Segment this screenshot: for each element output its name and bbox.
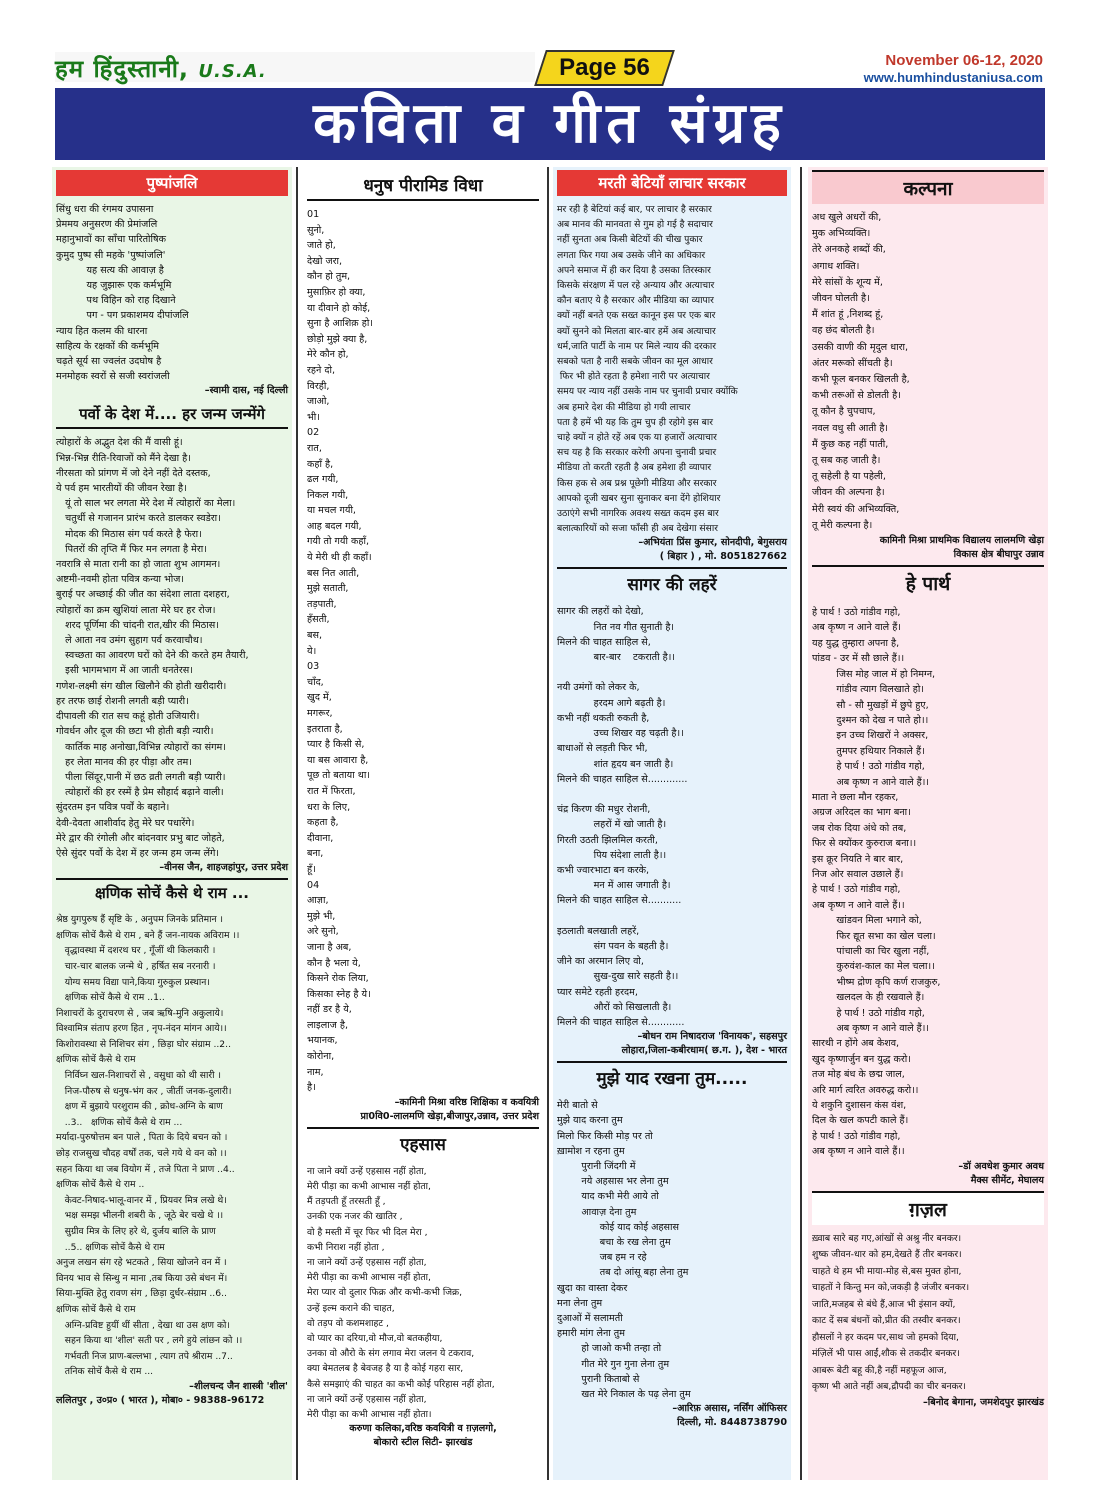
poem-credit: कामिनी मिश्रा प्राथमिक विद्यालय लालमणि खेड़ा विकास क्षेत्र बीघापुर उन्नाव	[879, 535, 1044, 561]
poem-mujhe-yaad-rakhna	[557, 1061, 787, 1430]
poem-credit: करुणा कलिका,वरिष्ठ कवयित्री व ग़ज़लगो, बोकारो स्टील सिटी- झारखंड	[349, 1423, 497, 1449]
poem-sagar-ki-lahren	[557, 567, 787, 1058]
column-2	[303, 167, 543, 1480]
brand-logo	[55, 52, 535, 82]
poem-credit: –अभियंता प्रिंस कुमार, सोनदीपी, बेगुसराय ( बिहार ) , मो. 8051827662	[638, 537, 787, 563]
column-3	[553, 167, 791, 1480]
poem-title: पुष्पांजलि	[56, 170, 288, 196]
poem-title: ग़ज़ल	[812, 1191, 1044, 1225]
poem-credit: –बिनोद बेगाना, जमशेदपुर झारखंड	[923, 1396, 1044, 1408]
page-number: Page 56	[559, 54, 650, 81]
poem-body: हे पार्थ ! उठो गांडीव गहो, अब कृष्ण न आने वाले हैं। यह युद्ध तुम्हारा अपना है, पांडव - उर में सौ छाले हैं।। जिस मोह जाल में हो निमग्न, गांडीव त्याग विलखाते हो। सौ - सौ मुखड़ों में छुपे हुए, दुश्मन को देख न पाते हो।। इन उच्च शिखरों ने अक्सर, तुमपर हथियार निकाले हैं। हे पार्थ ! उठो गांडीव गहो, अब कृष्ण न आने वाले हैं।। माता ने छला मौन रहकर, अग्रज अरिदल का भाग बना। जब रोक दिया अंधे को तब, फिर से क्योंकर कुरुराज बना।। इस क्रूर नियति ने बार बार, निज ओर सवाल उछाले हैं। हे पार्थ ! उठो गांडीव गहो, अब कृष्ण न आने वाले हैं।। खांडवन मिला भगाने को, फिर द्यूत सभा का खेल चला। पांचाली का चिर खुला नहीं, कुरुवंश-काल का मेल चला।। भीष्म द्रोण कृपि कर्ण राजकुरु, खलदल के ही रखवाले हैं। हे पार्थ ! उठो गांडीव गहो, अब कृष्ण न आने वाले हैं।। सारथी न होंगे अब केशव, खुद कृष्णार्जुन बन युद्ध करो। तज मोह बंध के छद्म जाल, अरि मार्ग त्वरित अवरुद्ध करो।। ये शकुनि दुशासन कंस वंश, दिल के खल कपटी काले हैं। हे पार्थ ! उठो गांडीव गहो, अब कृष्ण न आने वाले हैं।।	[812, 607, 941, 1158]
column-divider	[296, 167, 298, 1480]
poem-body: त्योहारों के अद्भुत देश की मैं वासी हूं। भिन्न-भिन्न रीति-रिवाजों को मैंने देखा है। नीरसता को प्रांगण में जो देने नहीं देते दस्तक, ये पर्व हम भारतीयों की जीवन रेखा है। यूं तो साल भर लगता मेरे देश में त्योहारों का मेला। चतुर्थी से गजानन प्रारंभ करते डालकर स्वडेरा। मोदक की मिठास संग पर्व करते है फेरा। पितरों की तृप्ति मैं फिर मन लगता है मेरा। नवरात्रि से माता रानी का हो जाता शुभ आगमन। अष्टमी-नवमी होता पवित्र कन्या भोज। बुराई पर अच्छाई की जीत का संदेशा लाता दशहरा, त्योहारों का क्रम खुशियां लाता मेरे घर हर रोज। शरद पूर्णिमा की चांदनी रात,खीर की मिठास। ले आता नव उमंग सुहाग पर्व करवाचौथ। स्वच्छता का आवरण घरों को देने की करते हम तैयारी, इसी भागमभाग में आ जाती धनतेरस। गणेश-लक्ष्मी संग खील खिलौने की होती खरीदारी। हर तरफ छाई रोशनी लगती बड़ी प्यारी। दीपावली की रात सच कहूं होती उजियारी। गोवर्धन और दूज की छटा भी होती बड़ी न्यारी। कार्तिक माह अनोखा,विभिन्न त्योहारों का संगम। हर लेता मानव की हर पीड़ा और तम। पीला सिंदूर,पानी में छठ व्रती लगती बड़ी प्यारी। त्योहारों की हर रस्में है प्रेम सौहार्द बढ़ाने वाली। सुंदरतम इन पवित्र पर्वों के बहाने। देवी-देवता आशीर्वाद हेतु मेरे घर पधारेंगे। मेरे द्वार की रंगोली और बांदनवार प्रभु बाट जोहते, ऐसे सुंदर पर्वो के देश में हर जन्म हम जन्म लेंगे।	[56, 437, 249, 859]
poem-ehsaas	[307, 1127, 539, 1450]
poem-he-parth	[812, 565, 1044, 1188]
poem-dhanush-pyramid	[307, 170, 539, 1124]
poem-body: मर रही है बेटियां कई बार, पर लाचार है सरकार अब मानव की मानवता से गुम हो गई है सदाचार नहीं सुनता अब किसी बेटियों की चीख पुकार लगता फिर गया अब उसके जीने का अधिकार अपने समाज में ही कर दिया है उसका तिरस्कार किसके संरक्षण में पल रहे अन्याय और अत्याचार कौन बताए ये है सरकार और मीडिया का व्यापार क्यों नहीं बनते एक सख्त कानून इस पर एक बार क्यों सुनने को मिलता बार-बार हमें अब अत्याचार धर्म,जाति पार्टी के नाम पर मिले न्याय की दरकार सबको पता है नारी सबके जीवन का मूल आधार फिर भी होते रहता है हमेशा नारी पर अत्याचार समय पर न्याय नहीं उसके नाम पर चुनावी प्रचार क्योंकि अब हमारे देश की मीडिया हो गयी लाचार पता है हमें भी यह कि तुम चुप ही रहोगे इस बार चाहे क्यों न होते रहें अब एक या हजारों अत्याचार सच यह है कि सरकार करेगी अपना चुनावी प्रचार मीडिया तो करती रहती है अब हमेशा ही व्यापार किस हक से अब प्रश्न पूछेगी मीडिया और सरकार आपको दूजी खबर सुना सुनाकर बना देंगे होशियार उठाएंगे सभी नागरिक अवश्य सख्त कदम इस बार बलात्कारियों को सजा फाँसी ही अब देखेगा संसार	[557, 204, 738, 535]
poem-title: एहसास	[307, 1127, 539, 1158]
poem-credit: –डॉ अवधेश कुमार अवध मैक्स सीमेंट, मेघालय	[958, 1160, 1044, 1186]
poem-kalpana	[812, 170, 1044, 562]
poem-title: मरती बेटियाँ लाचार सरकार	[557, 170, 787, 196]
poem-marti-betiyan	[557, 170, 787, 564]
column-divider	[800, 167, 802, 1480]
poem-title: हे पार्थ	[812, 565, 1044, 599]
masthead	[0, 0, 1095, 90]
poem-credit: –स्वामी दास, नई दिल्ली	[204, 385, 288, 397]
poem-title: मुझे याद रखना तुम.....	[557, 1061, 787, 1092]
brand-name: हम हिंदुस्तानी,	[55, 55, 190, 83]
site-url[interactable]: www.humhindustaniusa.com	[863, 70, 1043, 85]
poem-kaise-the-ram	[56, 878, 288, 1408]
poem-title: सागर की लहरें	[557, 567, 787, 598]
poem-body: सिंधु धरा की रंगमय उपासना प्रेममय अनुसरण की प्रेमांजलि महानुभावों का साँचा पारितोषिक कुमुद पुष्प सी महके 'पुष्पांजलि' यह सत्य की आवाज़ है यह जुझारू एक कर्मभूमि पथ विहिन को राह दिखाने पग - पग प्रकाशमय दीपांजलि न्याय हित कलम की धारना साहित्य के रक्षकों की कर्मभूमि चढ़ते सूर्य सा ज्वलंत उदघोष है मनमोहक स्वरों से सजी स्वरांजली	[56, 204, 189, 383]
brand-suffix: U.S.A.	[198, 61, 267, 82]
column-4	[808, 167, 1048, 1480]
poem-pushpanjali	[56, 170, 288, 398]
poem-body: सागर की लहरों को देखो, नित नव गीत सुनाती है। मिलने की चाहत साहिल से, बार-बार टकराती है।। नयी उमंगों को लेकर के, हरदम आगे बढ़ती है। कभी नहीं थकती रुकती है, उच्च शिखर वह चढ़ती है।। बाधाओं से लड़ती फिर भी, शांत हृदय बन जाती है। मिलने की चाहत साहिल से............. चंद्र किरण की मधुर रोशनी, लहरों में खो जाती है। गिरती उठती झिलमिल करती, पिय संदेशा लाती है।। कभी ज्वारभाटा बन करके, मन में आस जगाती है। मिलने की चाहत साहिल से........... इठलाती बलखाती लहरें, संग पवन के बहती है। जीने का अरमान लिए वो, सुख-दुख सारे सहती है।। प्यार समेटे रहती हरदम, औरों को सिखलाती है। मिलने की चाहत साहिल से............	[557, 606, 688, 1028]
poem-body: श्रेष्ठ युगपुरुष हैं सृष्टि के , अनुपम जिनके प्रतिमान । क्षणिक सोचें कैसे थे राम , बने हैं जन-नायक अविराम ।। वृद्धावस्था में दशरथ घर , गूँजीं थी किलकारी । चार-चार बालक जन्मे थे , हर्षित सब नरनारी । योग्य समय विद्या पाने,किया गुरुकुल प्रस्थान। क्षणिक सोचें कैसे थे राम ..1.. निशाचरों के दुराचरण से , जब ऋषि-मुनि अकुलाये। विश्वामित्र संताप हरण हित , नृप-नंदन मांगन आये।। किशोरावस्था से निशिचर संग , छिड़ा घोर संग्राम ..2.. क्षणिक सोचें कैसे थे राम निर्विघ्न खल-निशाचरों से , वसुधा को थी सारी । निज-पौरुष से धनुष-भंग कर , जीतीं जनक-दुलारी। क्षण में बुझाये परशुराम की , क्रोध-अग्नि के बाण ..3.. क्षणिक सोचें कैसे थे राम ... मर्यादा-पुरुषोत्तम बन पाले , पिता के दिये बचन को । छोड़ राजसुख चौदह वर्षों तक, चले गये थे वन को ।। सहन किया था जब वियोग में , तजे पिता ने प्राण ..4.. क्षणिक सोचें कैसे थे राम .. केवट-निषाद-भालू-वानर में , प्रियवर मित्र लखे थे। भक्ष समझ भीलनी शबरी के , जूठे बेर चखे थे ।। सुग्रीव मित्र के लिए हरे थे, दुर्जय बालि के प्राण ..5.. क्षणिक सोचें कैसे थे राम अनुज लखन संग रहे भटकते , सिया खोजने वन में । विनय भाव से सिन्धु न माना ,तब किया उसे बंधन में। सिया-मुक्ति हेतु रावण संग , छिड़ा दुर्धर-संग्राम ..6.. क्षणिक सोचें कैसे थे राम अग्नि-प्रविष्ट हुयीं थीं सीता , देखा था उस क्षण को। सहन किया था 'शील' सती पर , लगे हुये लांछन को ।। गर्भवती निज प्राण-बल्लभा , त्याग तपे श्रीराम ..7.. तनिक सोचें कैसे थे राम ...	[56, 914, 243, 1378]
poem-body: 01 सुनो, जाते हो, देखो जरा, कौन हो तुम, मुसाफ़िर हो क्या, या दीवाने हो कोई, सुना है आशिक़ हो। छोड़ो मुझे क्या है, मेरे कौन हो, रहने दो, विरही, जाओ, भी। 02 रात, कहाँ है, ढल गयी, निकल गयी, या मचल गयी, आह बदल गयी, गयी तो गयी कहाँ, ये मेरी थी ही कहाँ। बस नित आती, मुझे सताती, तड़पाती, हँसती, बस, ये। 03 चाँद, खुद में, मगरूर, इतराता है, प्यार है किसी से, या बस आवारा है, पूछ तो बताया था। रात में फिरता, धरा के लिए, कहता है, दीवाना, बना, हूँ। 04 आज्ञा, मुझे भी, अरे सुनो, जाना है अब, कौन है भला ये, किसने रोक लिया, किसका स्नेह है ये। नहीं डर है ये, लाइलाज है, भयानक, कोरोना, नाम, है।	[307, 209, 373, 1094]
poem-credit: –आरिफ़ असास, नर्सिंग ऑफिसर दिल्ली, मो. 8448738790	[672, 1403, 787, 1429]
poem-title: क्षणिक सोचें कैसे थे राम ...	[56, 878, 288, 906]
poem-credit: –शीलचन्द जैन शास्त्री 'शील'	[189, 1380, 288, 1392]
poem-credit-address: ललितपुर , उ०प्र० ( भारत ), मोबा० - 98388-96172	[56, 1394, 265, 1406]
poem-ghazal	[812, 1191, 1044, 1410]
poem-title: कल्पना	[812, 170, 1044, 204]
banner-title: कविता व गीत संग्रह	[313, 91, 787, 156]
issue-date: November 06-12, 2020	[885, 52, 1043, 69]
poem-parvo-ke-desh	[56, 401, 288, 875]
section-banner	[55, 88, 1045, 160]
poem-body: अध खुले अधरों की, मुक अभिव्यक्ति। तेरे अनकहे शब्दों की, अगाध शक्ति। मेरे सांसों के शून्य में, जीवन घोलती है। मैं शांत हूं ,निशब्द हूं, वह छंद बोलती है। उसकी वाणी की मृदुल धारा, अंतर मरूको सींचती है। कभी फूल बनकर खिलती है, कभी तरूओं से डोलती है। तू कौन है चुपचाप, नवल वधु सी आती है। मैं कुछ कह नहीं पाती, तू सब कह जाती है। तू सहेली है या पहेली, जीवन की अल्पना है। मेरी स्वयं की अभिव्यक्ति, तू मेरी कल्पना है।	[812, 212, 910, 531]
poem-body: ख़्वाब सारे बह गए,आंखों से अश्रु नीर बनकर। शुष्क जीवन-धार को हम,देखते हैं तीर बनकर। चाहते थे हम भी माया-मोह से,बस मुक्त होना, चाहतों ने किन्तु मन को,जकड़ी है जंजीर बनकर। जाति,मजहब से बंधे हैं,आज भी इंसान क्यों, काट दें सब बंधनों को,प्रीत की तस्वीर बनकर। हौसलों ने हर कदम पर,साथ जो हमको दिया, मंज़िलें भी पास आईं,शौक से तकदीर बनकर। आबरू बेटी बहू की,है नहीं महफूज आज, कृष्ण भी आते नहीं अब,द्रौपदी का चीर बनकर।	[812, 1232, 970, 1393]
poem-credit: –बोधन राम निषादराज 'विनायक', सहसपुर लोहारा,जिला-कबीरधाम( छ.ग. ), देश - भारत	[621, 1031, 787, 1057]
poem-credit: –कामिनी मिश्रा वरिष्ठ शिक्षिका व कवयित्री प्रा0वि0-लालमणि खेड़ा,बीजापुर,उन्नाव, उत्तर प्रदेश	[360, 1096, 539, 1122]
page-number-tag	[534, 50, 675, 86]
poem-body: ना जाने क्यों उन्हें एहसास नहीं होता, मेरी पीड़ा का कभी आभास नहीं होता, मैं तड़पती हूँ तरसती हूँ , उनकी एक नजर की खातिर , वो है मस्ती में चूर फिर भी दिल मेरा , कभी निराश नहीं होता , ना जाने क्यों उन्हें एहसास नहीं होता, मेरी पीड़ा का कभी आभास नहीं होता, मेरा प्यार वो दुलार फिक्र और कभी-कभी जिक्र, उन्हें इल्म कराने की चाहत, वो तड़प वो कशमशाहट , वो प्यार का दरिया,वो मौज,वो बतकहीया, उनका वो औरो के संग लगाव मेरा जलन ये टकराव, क्या बेमतलब है बेवजह है या है कोई गहरा सार, कैसे समझाएं की चाहत का कभी कोई परिहास नहीं होता, ना जाने क्यों उन्हें एहसास नहीं होता, मेरी पीड़ा का कभी आभास नहीं होता।	[307, 1165, 495, 1421]
column-1	[52, 167, 292, 1480]
poem-title: पर्वो के देश में.... हर जन्म जन्मेंगे	[56, 401, 288, 429]
poem-credit: –वीनस जैन, शाहजहांपुर, उत्तर प्रदेश	[159, 862, 288, 874]
poem-title: धनुष पीरामिड विधा	[307, 170, 539, 201]
column-divider	[547, 167, 549, 1480]
poem-body: मेरी बातो से मुझे याद करना तुम मिलो फिर किसी मोड़ पर तो ख़ामोश न रहना तुम पुरानी जिंदगी में नये अहसास भर लेना तुम याद कभी मेरी आये तो आवाज़ देना तुम कोई याद कोई अहसास बचा के रख लेना तुम जब हम न रहे तब दो आंसू बहा लेना तुम खुदा का वास्ता देकर मना लेना तुम दुआओं में सलामती हमारी मांग लेना तुम हो जाओ कभी तन्हा तो गीत मेरे गुन गुना लेना तुम पुरानी किताबो से खत मेरे निकाल के पढ़ लेना तुम	[557, 1100, 691, 1401]
